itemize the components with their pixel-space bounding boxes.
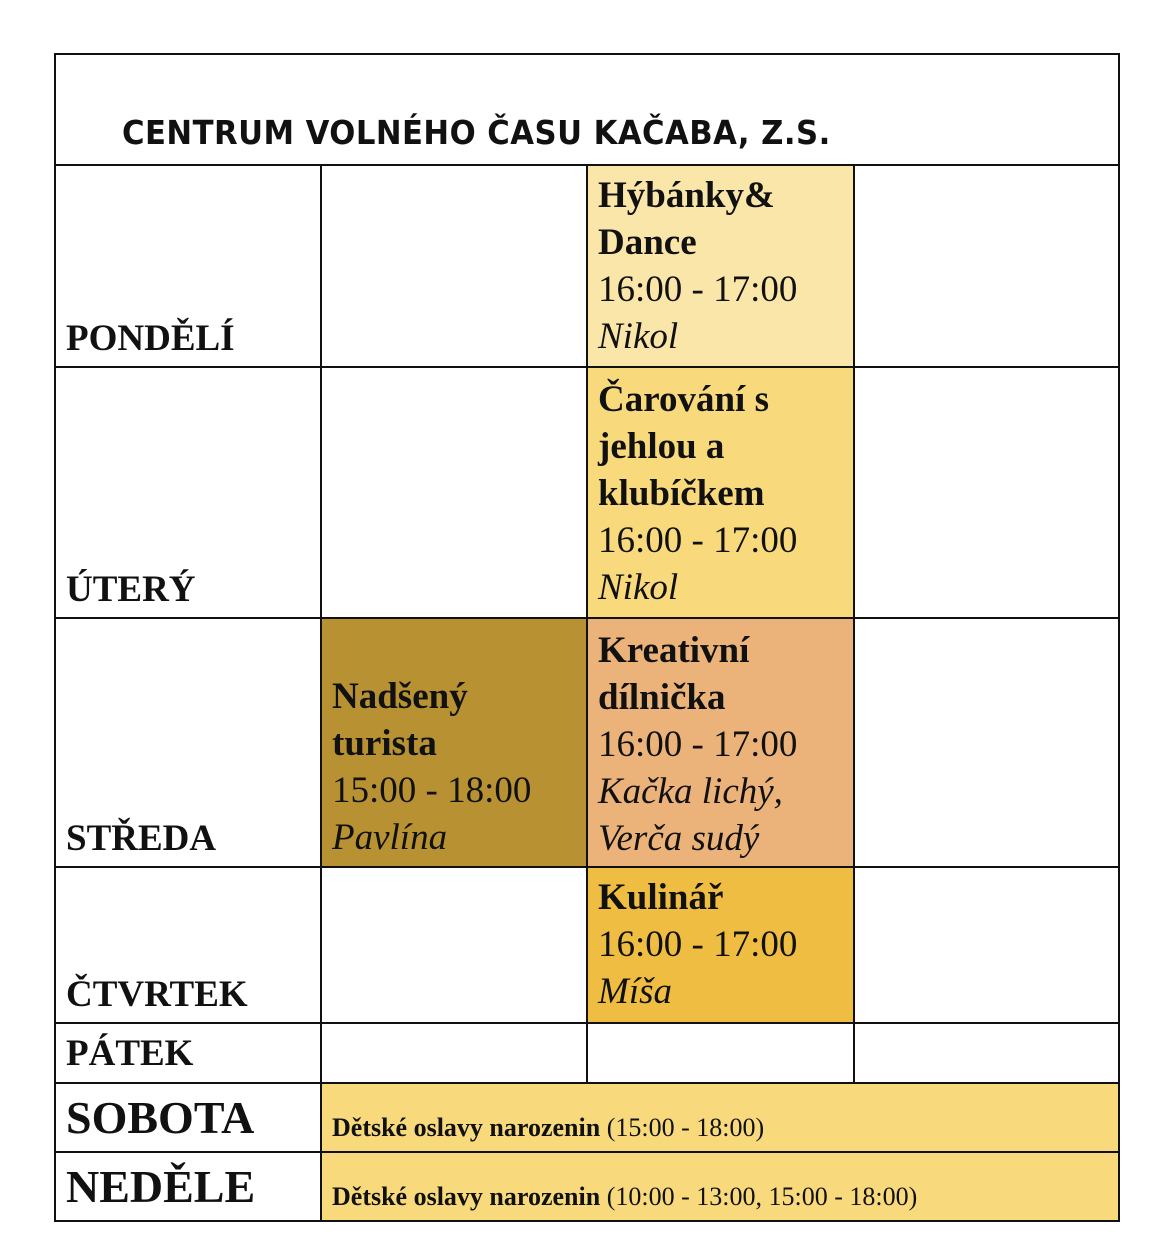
- activity-kulinar: [588, 868, 855, 1024]
- activity-leader: Verča sudý: [598, 818, 760, 859]
- activity-name: Čarování s: [598, 379, 769, 420]
- empty-cell: [322, 1024, 588, 1084]
- activity-name: klubíčkem: [598, 473, 765, 514]
- empty-cell: [322, 166, 588, 368]
- day-label-wednesday: [56, 619, 322, 868]
- day-label-thursday: [56, 868, 322, 1024]
- title-row: [56, 55, 1118, 166]
- activity-leader: Pavlína: [332, 817, 448, 858]
- day-label-monday: [56, 166, 322, 368]
- empty-cell: [322, 368, 588, 619]
- activity-leader: Míša: [598, 971, 672, 1012]
- activity-time: 15:00 - 18:00: [332, 770, 532, 811]
- empty-cell: [855, 868, 1118, 1024]
- activity-name: Nadšený: [332, 676, 468, 717]
- day-text: ČTVRTEK: [66, 974, 248, 1015]
- event-name: Dětské oslavy narozenin: [332, 1113, 601, 1142]
- day-label-saturday: [56, 1084, 322, 1153]
- empty-cell: [855, 368, 1118, 619]
- day-label-friday: [56, 1024, 322, 1084]
- day-text: PONDĚLÍ: [66, 318, 235, 359]
- activity-kreativni-dilnicka: [588, 619, 855, 868]
- empty-cell: [855, 166, 1118, 368]
- empty-cell: [588, 1024, 855, 1084]
- activity-name: Hýbánky&: [598, 175, 775, 216]
- day-label-sunday: [56, 1153, 322, 1220]
- activity-name: jehlou a: [598, 426, 725, 467]
- activity-time: 16:00 - 17:00: [598, 924, 798, 965]
- activity-name: Kulinář: [598, 877, 724, 918]
- activity-hybanky-dance: [588, 166, 855, 368]
- day-label-tuesday: [56, 368, 322, 619]
- day-text: PÁTEK: [66, 1032, 194, 1074]
- activity-leader: Kačka lichý,: [598, 771, 783, 812]
- activity-nadseny-turista: [322, 619, 588, 868]
- activity-name: turista: [332, 723, 437, 764]
- weekend-sunday: [322, 1153, 1118, 1220]
- activity-time: 16:00 - 17:00: [598, 724, 798, 765]
- page-title: CENTRUM VOLNÉHO ČASU KAČABA, Z.S.: [122, 113, 831, 152]
- day-text: NEDĚLE: [66, 1161, 256, 1212]
- day-text: STŘEDA: [66, 818, 217, 859]
- event-time: (10:00 - 13:00, 15:00 - 18:00): [600, 1182, 918, 1211]
- empty-cell: [855, 1024, 1118, 1084]
- day-text: SOBOTA: [66, 1092, 255, 1143]
- activity-name: Kreativní: [598, 630, 750, 671]
- event-name: Dětské oslavy narozenin: [332, 1182, 601, 1211]
- event-time: (15:00 - 18:00): [600, 1113, 765, 1142]
- activity-time: 16:00 - 17:00: [598, 520, 798, 561]
- activity-leader: Nikol: [598, 316, 679, 357]
- activity-carovani: [588, 368, 855, 619]
- empty-cell: [855, 619, 1118, 868]
- activity-leader: Nikol: [598, 567, 679, 608]
- activity-name: Dance: [598, 222, 697, 263]
- activity-time: 16:00 - 17:00: [598, 269, 798, 310]
- schedule-table: [54, 53, 1120, 1222]
- day-text: ÚTERÝ: [66, 569, 196, 610]
- activity-name: dílnička: [598, 677, 726, 718]
- empty-cell: [322, 868, 588, 1024]
- weekend-saturday: [322, 1084, 1118, 1153]
